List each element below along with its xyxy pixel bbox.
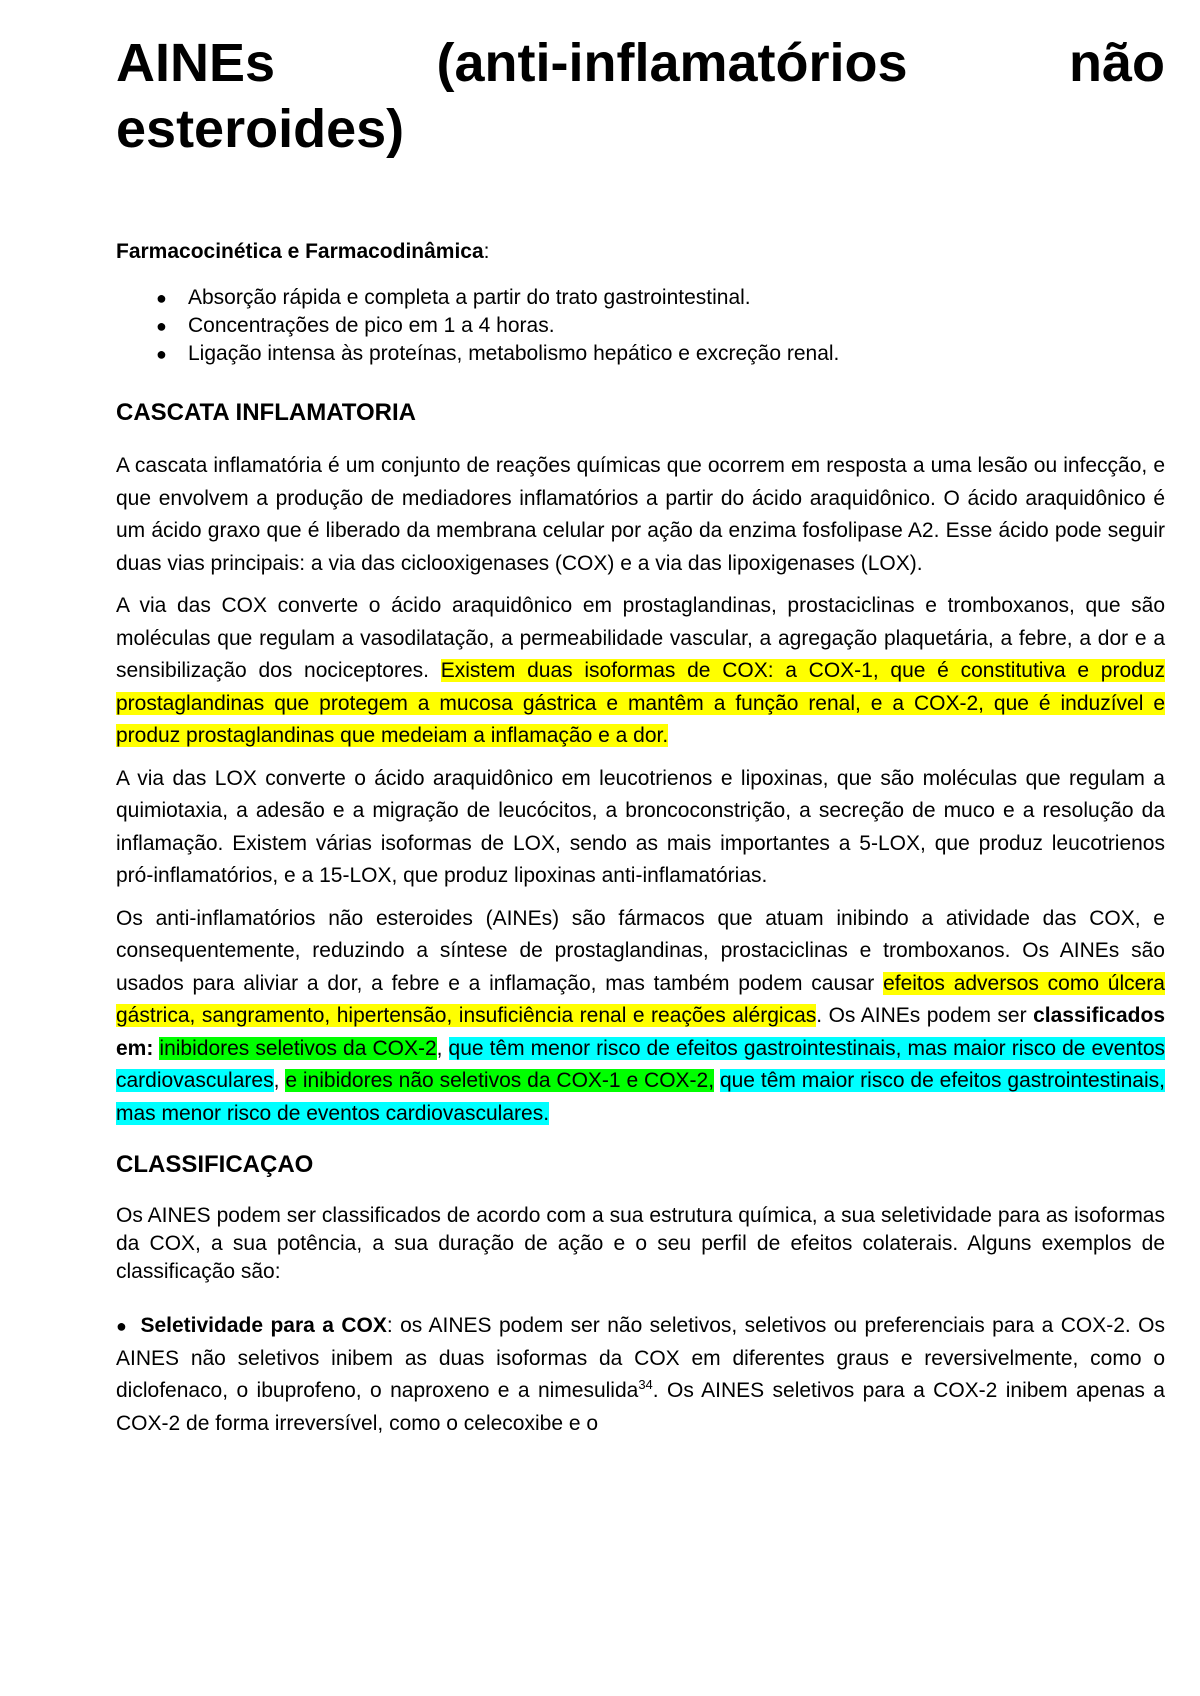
bullet-label: Seletividade para a COX: [140, 1314, 387, 1337]
paragraph-lox-pathway: A via das LOX converte o ácido araquidônico em leucotrienos e lipoxinas, que são moléculas que regulam a quimiotaxia, a adesão e a migração de leucócitos, a broncoconstrição, a secreção de muco e a resolução da inflamação. Existem várias isoformas de LOX, sendo as mais importantes a 5-LOX, que produz leucotrienos pró-inflamatórios, e a 15-LOX, que produz lipoxinas anti-inflamatórias.: [116, 766, 1165, 887]
bold-text: classificados em:: [116, 1004, 1165, 1060]
list-item: [156, 340, 1165, 368]
bullet-icon: ●: [156, 344, 167, 364]
bullet-icon: ●: [116, 1316, 129, 1336]
list-item-text: . Os AINES seletivos para a COX-2 inibem apenas a COX-2 de forma irreversível, como o celecoxibe e o: [116, 1379, 1165, 1435]
pharmacology-heading-text: Farmacocinética e Farmacodinâmica: [116, 240, 484, 263]
list-item-text: : os AINES podem ser não seletivos, seletivos ou preferenciais para a COX-2. Os AINES não seletivos inibem as duas isoformas da COX em diferentes graus e reversivelmente, como o diclofenaco, o ibuprofeno, o naproxeno e a nimesulida: [116, 1314, 1166, 1402]
highlighted-text: que têm maior risco de efeitos gastrointestinais, mas menor risco de eventos cardiovasculares.: [116, 1069, 1165, 1125]
paragraph-text: ,: [436, 1036, 449, 1060]
highlighted-text: efeitos adversos como úlcera gástrica, sangramento, hipertensão, insuficiência renal e reações alérgicas: [116, 971, 1165, 1027]
list-item: [116, 1310, 1165, 1440]
bullet-icon: ●: [156, 316, 167, 336]
section-heading-cascata: CASCATA INFLAMATORIA: [116, 399, 416, 426]
paragraph-text: Os anti-inflamatórios não esteroides (AINEs) são fármacos que atuam inibindo a atividade das COX, e consequentemente, reduzindo a síntese de prostaglandinas, prostaciclinas e tromboxanos. Os AINEs são usados para aliviar a dor, a febre e a inflamação, mas também podem causar: [116, 906, 1165, 995]
paragraph-cascata-intro: A cascata inflamatória é um conjunto de reações químicas que ocorrem em resposta a uma lesão ou infecção, e que envolvem a produção de mediadores inflamatórios a partir do ácido araquidônico. O ácido araquidônico é um ácido graxo que é liberado da membrana celular por ação da enzima fosfolipase A2. Esse ácido pode seguir duas vias principais: a via das ciclooxigenases (COX) e a via das lipoxigenases (LOX).: [116, 454, 1165, 575]
list-item: [156, 312, 1165, 340]
highlighted-text: inibidores seletivos da COX-2: [159, 1036, 437, 1060]
paragraph-text: ,: [273, 1069, 286, 1092]
list-item-text: Ligação intensa às proteínas, metabolismo hepático e excreção renal.: [188, 342, 840, 365]
section-pharmacology-heading: [116, 238, 1165, 266]
section-heading-classificacao: CLASSIFICAÇAO: [116, 1151, 314, 1178]
highlighted-text: e inibidores não seletivos da COX-1 e COX-2,: [285, 1069, 715, 1092]
highlighted-text: que têm menor risco de efeitos gastrointestinais, mas maior risco de eventos cardiovasculares: [116, 1036, 1166, 1092]
paragraph-text: A via das COX converte o ácido araquidônico em prostaglandinas, prostaciclinas e tromboxanos, que são moléculas que regulam a vasodilatação, a permeabilidade vascular, a agregação plaquetária, a febre, a dor e a sensibilização dos nociceptores.: [116, 594, 1165, 682]
paragraph-aines: [116, 903, 1165, 1131]
page-title: AINEs (anti-inflamatórios não esteroides): [116, 33, 1165, 159]
classification-bullet-list: [116, 1310, 1165, 1440]
pharmacology-bullet-list: [116, 284, 1165, 368]
pharmacology-heading-colon: :: [483, 240, 490, 263]
paragraph-cox-pathway: [116, 590, 1165, 753]
paragraph-text: . Os AINEs podem ser: [816, 1004, 1034, 1027]
highlighted-text: Existem duas isoformas de COX: a COX-1, que é constitutiva e produz prostaglandinas que protegem a mucosa gástrica e mantêm a função renal, e a COX-2, que é induzível e produz prostaglandinas que medeiam a inflamação e a dor.: [116, 659, 1165, 747]
list-item-text: Concentrações de pico em 1 a 4 horas.: [188, 314, 555, 337]
list-item-text: Absorção rápida e completa a partir do trato gastrointestinal.: [188, 286, 751, 309]
bullet-icon: ●: [156, 288, 167, 308]
list-item: [156, 284, 1165, 312]
citation-superscript: 34: [638, 1377, 653, 1392]
paragraph-classificacao: Os AINES podem ser classificados de acordo com a sua estrutura química, a sua seletividade para as isoformas da COX, a sua potência, a sua duração de ação e o seu perfil de efeitos colaterais. Alguns exemplos de classificação são:: [116, 1204, 1165, 1283]
